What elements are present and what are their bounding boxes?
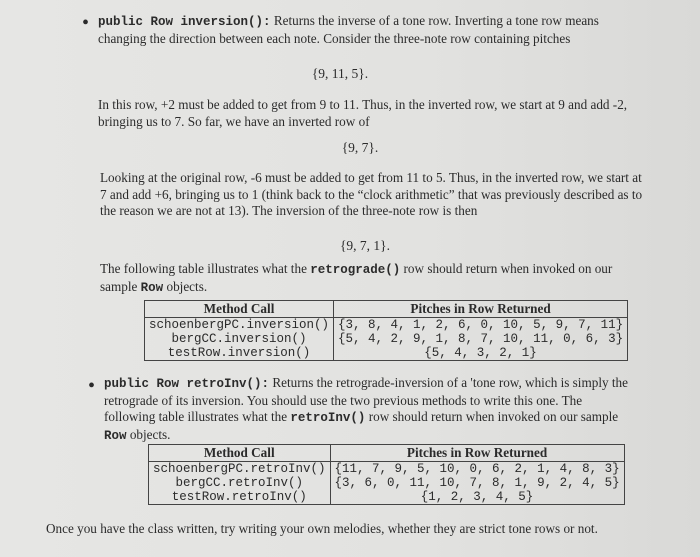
pitches-cell: {3, 6, 0, 11, 10, 7, 8, 1, 9, 2, 4, 5}	[330, 476, 624, 490]
table-row	[145, 318, 628, 333]
method-call-cell: bergCC.inversion()	[145, 332, 334, 346]
bullet-icon: •	[88, 375, 96, 397]
pitches-cell: {5, 4, 2, 9, 1, 8, 7, 10, 11, 0, 6, 3}	[334, 332, 628, 346]
pitches-cell: {11, 7, 9, 5, 10, 0, 6, 2, 1, 4, 8, 3}	[330, 462, 624, 477]
table-row	[149, 490, 625, 505]
table-header: Pitches in Row Returned	[334, 301, 628, 318]
table-row	[145, 332, 628, 346]
table-header-row	[145, 301, 628, 318]
method-call-cell: testRow.retroInv()	[149, 490, 331, 505]
paragraph-2: In this row, +2 must be added to get from 9 to 11. Thus, in the inverted row, we start at 9 and add -2, bringing us to 7. So far, we have an inverted row of	[98, 97, 628, 129]
paragraph-3: Looking at the original row, -6 must be added to get from 11 to 5. Thus, in the inverted row, we start at 7 and add +6, bringing us to 1 (think back to the “clock arithmetic” that was previously described as to the reason we are not at 13). The inversion of the three-note row is then	[100, 170, 643, 218]
bullet-icon: •	[82, 12, 90, 34]
table-header: Pitches in Row Returned	[330, 445, 624, 462]
inversion-signature: public Row inversion():	[98, 15, 271, 29]
table-row	[149, 462, 625, 477]
table-row	[149, 476, 625, 490]
table-header: Method Call	[149, 445, 331, 462]
pitches-cell: {1, 2, 3, 4, 5}	[330, 490, 624, 505]
paragraph-4: The following table illustrates what the retrograde() row should return when invoked on our sample Row objects.	[100, 261, 613, 295]
inversion-table	[144, 300, 628, 361]
pitches-cell: {5, 4, 3, 2, 1}	[334, 346, 628, 361]
retroinv-description: public Row retroInv(): Returns the retrograde-inversion of a 'tone row, which is simply the retrograde of its inversion. You should use the two previous methods to write this one. The following table illustrates what the retroInv() row should return when invoked on our sample Row objects.	[104, 375, 628, 443]
method-call-cell: bergCC.retroInv()	[149, 476, 331, 490]
retroinv-signature: public Row retroInv():	[104, 377, 270, 391]
equation-1: {9, 11, 5}.	[311, 66, 369, 81]
retroinv-table	[148, 444, 625, 505]
table-row	[145, 346, 628, 361]
closing-paragraph: Once you have the class written, try writing your own melodies, whether they are strict tone rows or not.	[46, 521, 598, 536]
method-call-cell: schoenbergPC.inversion()	[145, 318, 334, 333]
inversion-description: public Row inversion(): Returns the inverse of a tone row. Inverting a tone row means changing the direction between each note. Consider the three-note row containing pitches	[98, 13, 599, 46]
table-header-row	[149, 445, 625, 462]
equation-3: {9, 7, 1}.	[339, 238, 391, 253]
method-call-cell: testRow.inversion()	[145, 346, 334, 361]
pitches-cell: {3, 8, 4, 1, 2, 6, 0, 10, 5, 9, 7, 11}	[334, 318, 628, 333]
equation-2: {9, 7}.	[341, 140, 379, 155]
method-call-cell: schoenbergPC.retroInv()	[149, 462, 331, 477]
table-header: Method Call	[145, 301, 334, 318]
